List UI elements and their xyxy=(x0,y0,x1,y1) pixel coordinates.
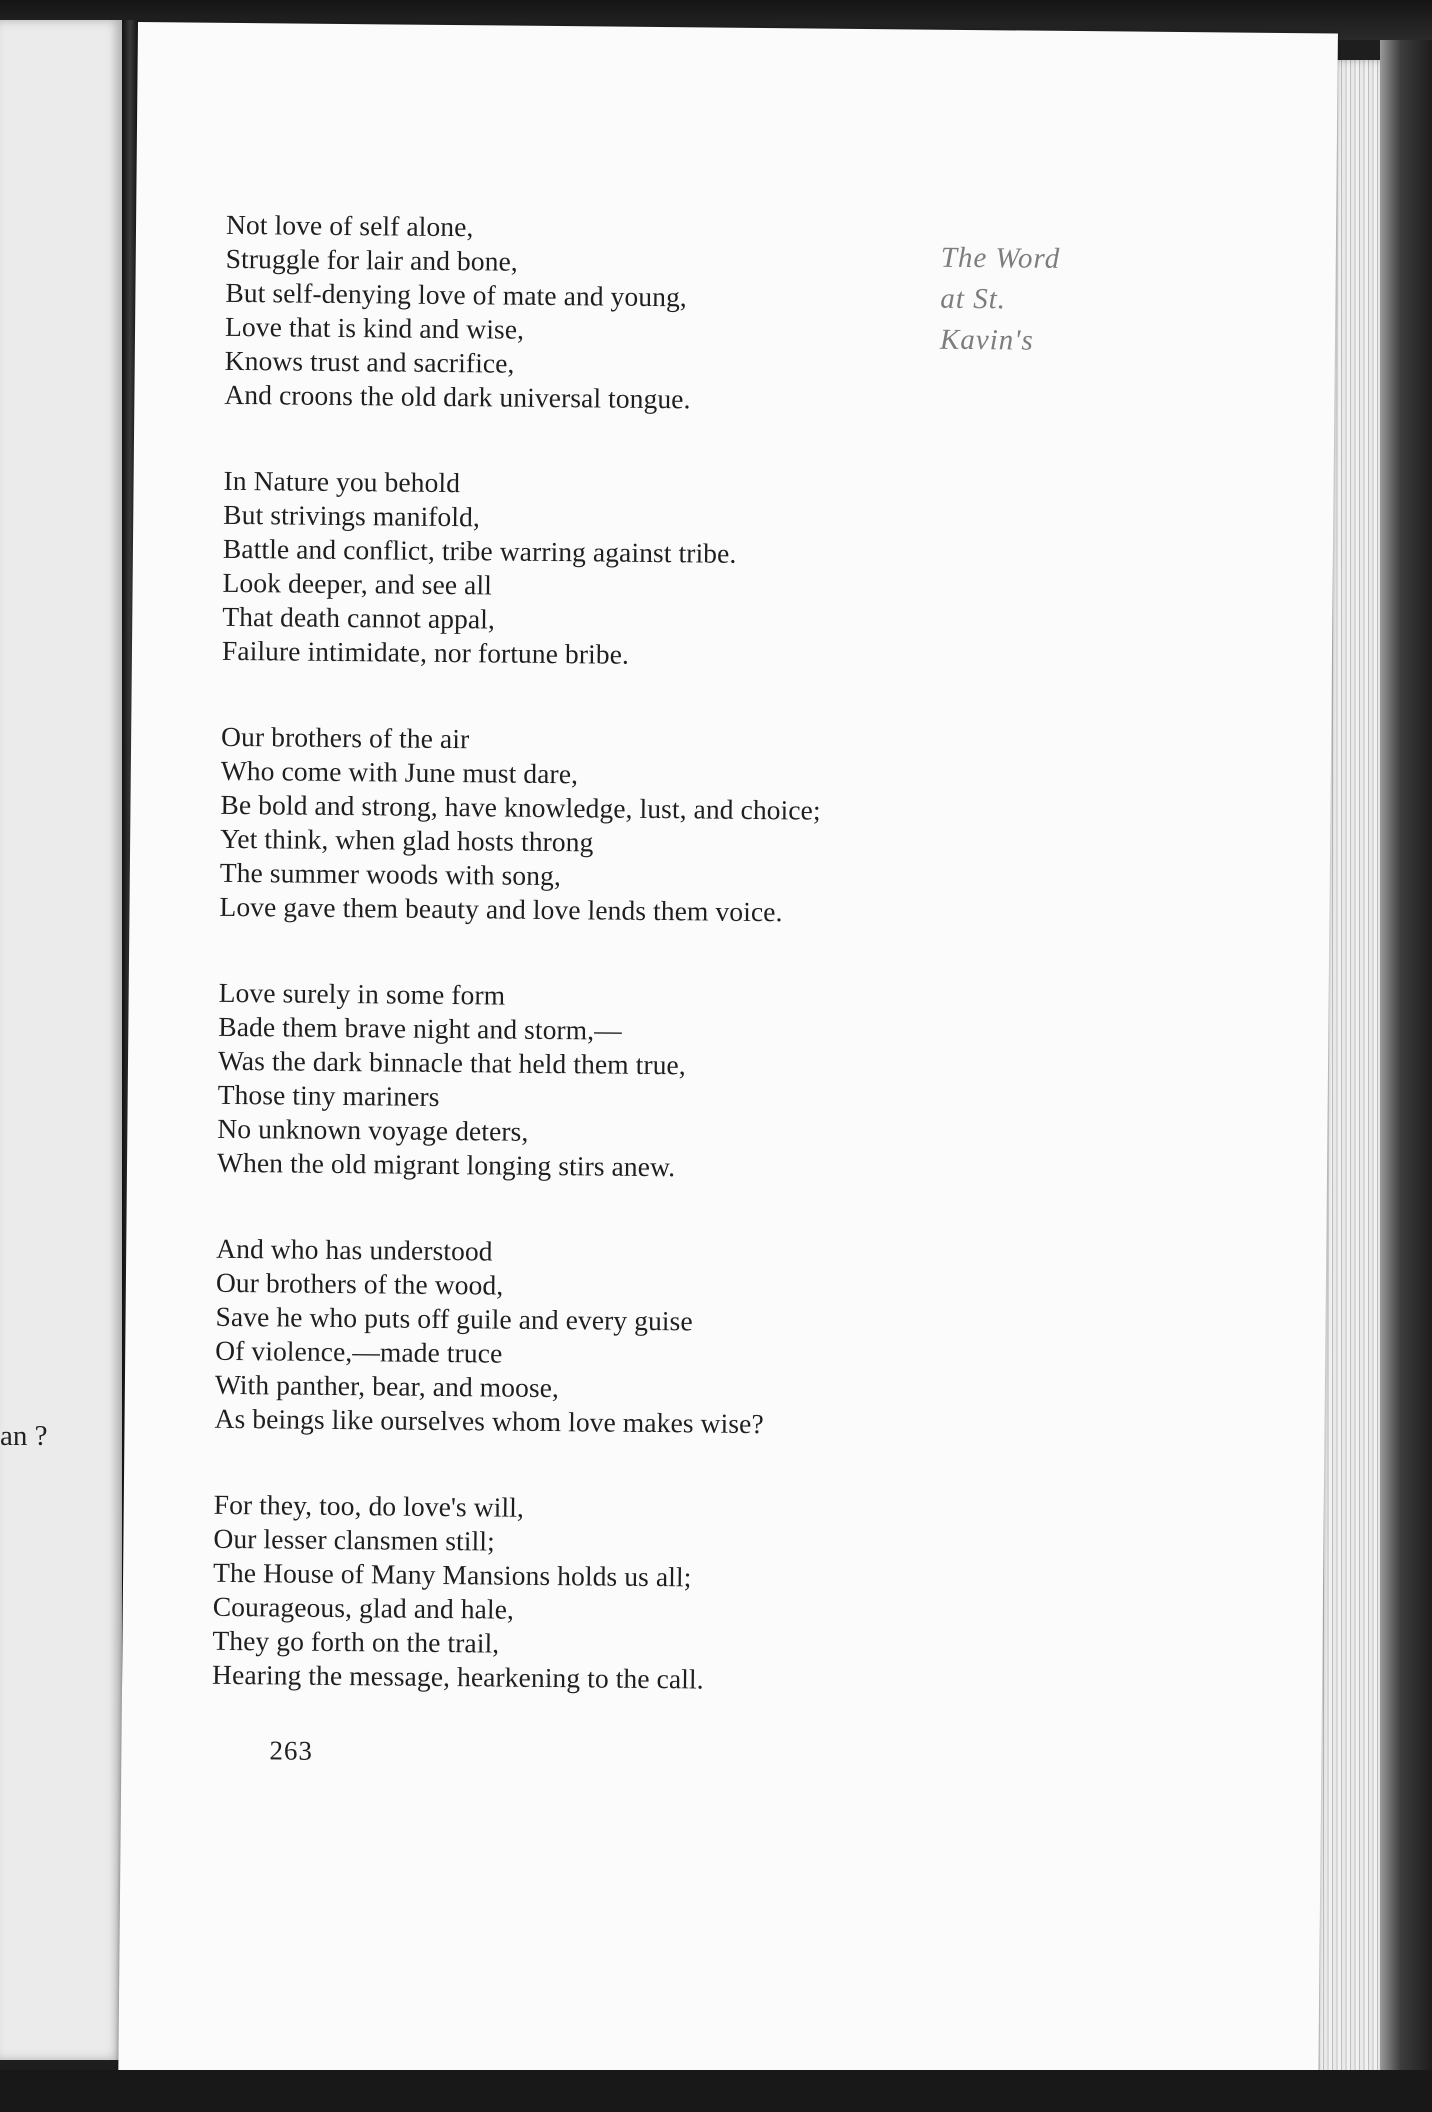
poem-line: Our lesser clansmen still; xyxy=(213,1522,495,1557)
poem-line: For they, too, do love's will, xyxy=(213,1488,525,1523)
poem-line: As beings like ourselves whom love makes wise? xyxy=(214,1402,764,1440)
stanza xyxy=(224,208,826,418)
running-head-line: The Word xyxy=(940,241,1061,275)
poem-line: With panther, bear, and moose, xyxy=(214,1368,560,1404)
poem-line: Who come with June must dare, xyxy=(220,754,579,790)
page-number: 263 xyxy=(269,1735,314,1766)
poem-line: And croons the old dark universal tongue. xyxy=(224,378,691,415)
poem xyxy=(211,208,826,1750)
background-right xyxy=(1380,40,1432,2112)
poem-line: Hearing the message, hearkening to the call. xyxy=(211,1658,704,1695)
stanza xyxy=(219,720,821,930)
poem-line: Bade them brave night and storm,— xyxy=(218,1010,622,1046)
book-page xyxy=(118,22,1338,2093)
poem-line: Our brothers of the wood, xyxy=(215,1266,504,1301)
poem-line: Yet think, when glad hosts throng xyxy=(220,822,594,858)
stanza xyxy=(222,464,824,674)
poem-line: Of violence,—made truce xyxy=(215,1334,503,1369)
poem-line: Look deeper, and see all xyxy=(222,566,493,601)
poem-line: In Nature you behold xyxy=(223,464,461,499)
poem-line: Courageous, glad and hale, xyxy=(212,1590,515,1625)
stanza xyxy=(217,976,819,1186)
poem-line: Love surely in some form xyxy=(218,976,506,1011)
poem-line: And who has understood xyxy=(216,1232,493,1267)
poem-line: Struggle for lair and bone, xyxy=(225,242,519,277)
poem-line: Our brothers of the air xyxy=(220,720,470,755)
poem-line: Love that is kind and wise, xyxy=(224,310,525,345)
running-head-line: Kavin's xyxy=(939,323,1034,357)
running-head-line: at St. xyxy=(940,282,1007,316)
left-facing-page xyxy=(0,20,122,2060)
left-page-fragment: an ? xyxy=(0,1420,48,1452)
poem-line: Knows trust and sacrifice, xyxy=(224,344,515,379)
poem-line: Those tiny mariners xyxy=(217,1078,440,1112)
poem-line: They go forth on the trail, xyxy=(212,1624,500,1659)
poem-line: The summer woods with song, xyxy=(219,856,562,892)
poem-line: Battle and conflict, tribe warring against tribe. xyxy=(222,532,737,569)
poem-line: Be bold and strong, have knowledge, lust, and choice; xyxy=(220,788,821,826)
running-head xyxy=(940,238,1061,362)
poem-line: Was the dark binnacle that held them true, xyxy=(217,1044,686,1081)
poem-line: That death cannot appal, xyxy=(222,600,496,635)
poem-line: But self-denying love of mate and young, xyxy=(225,276,688,313)
poem-line: Love gave them beauty and love lends them voice. xyxy=(219,890,783,928)
stanza xyxy=(212,1488,814,1698)
stanza xyxy=(214,1232,816,1442)
poem-line: Failure intimidate, nor fortune bribe. xyxy=(221,634,630,670)
poem-line: Save he who puts off guile and every guise xyxy=(215,1300,693,1337)
background-bottom xyxy=(0,2070,1432,2112)
poem-line: Not love of self alone, xyxy=(225,208,474,243)
poem-line: The House of Many Mansions holds us all; xyxy=(212,1556,692,1593)
poem-line: No unknown voyage deters, xyxy=(217,1112,529,1147)
poem-line: When the old migrant longing stirs anew. xyxy=(216,1146,676,1183)
poem-line: But strivings manifold, xyxy=(223,498,481,533)
